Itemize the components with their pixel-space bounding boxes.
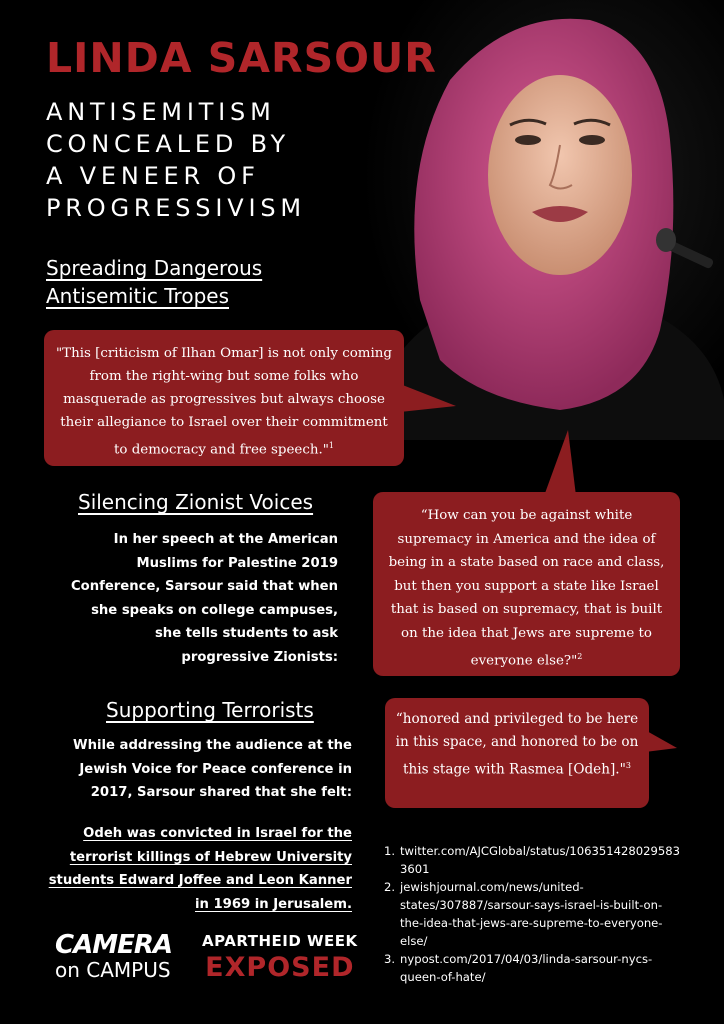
section-heading-silencing: Silencing Zionist Voices [78, 490, 314, 514]
bubble-tail [540, 430, 580, 496]
quote-text: “How can you be against white supremacy in America and the idea of being in a state based on race and class, but then you support a state like Israel that is based on supremacy, that is built on the idea that Jews are supreme to everyone else?" [388, 508, 665, 669]
section-heading-supporting: Supporting Terrorists [106, 698, 314, 722]
quote-bubble-1 [44, 330, 404, 466]
speech-paragraph: In her speech at the American Muslims for Palestine 2019 Conference, Sarsour said that when she speaks on college campuses, she tells students to ask progressive Zionists: [71, 532, 338, 665]
quote-text: “honored and privileged to be here in this space, and honored to be on this stage with Rasmea [Odeh]." [395, 711, 639, 778]
reference-number: 2. [384, 880, 396, 894]
camera-logo [55, 930, 172, 982]
jvp-paragraph: While addressing the audience at the Jewish Voice for Peace conference in 2017, Sarsour shared that she felt: [73, 738, 352, 800]
subtitle [46, 96, 376, 224]
quote-bubble-3 [385, 698, 649, 808]
reference-link[interactable]: jewishjournal.com/news/united-states/307887/sarsour-says-israel-is-built-on-the-idea-that-jews-are-supreme-to-everyone-else/ [400, 880, 663, 948]
section-heading-tropes [46, 254, 262, 310]
reference-item [384, 950, 684, 986]
subtitle-line: CONCEALED BY [46, 130, 290, 158]
quote-bubble-2 [373, 492, 680, 676]
bubble-tail [400, 380, 460, 420]
on-campus-text: on CAMPUS [55, 958, 171, 982]
footnote-ref: 2 [577, 652, 583, 661]
reference-item [384, 878, 684, 950]
reference-link[interactable]: nypost.com/2017/04/03/linda-sarsour-nycs-queen-of-hate/ [400, 952, 653, 984]
reference-link[interactable]: twitter.com/AJCGlobal/status/1063514280295833601 [400, 844, 681, 876]
reference-item [384, 842, 684, 878]
footnote-ref: 3 [625, 761, 631, 770]
subtitle-line: A VENEER OF [46, 162, 260, 190]
camera-logo-text: CAMERA [55, 930, 172, 960]
odeh-paragraph: Odeh was convicted in Israel for the terrorist killings of Hebrew University students Edward Joffee and Leon Kanner in 1969 in Jerusalem. [48, 826, 352, 912]
section-heading-line: Antisemitic Tropes [46, 284, 229, 308]
quote-text: "This [criticism of Ilhan Omar] is not only coming from the right-wing but some folks who masquerade as progressives but always choose their allegiance to Israel over their commitment to democracy and free speech." [56, 346, 392, 458]
page-title: LINDA SARSOUR [46, 34, 437, 82]
bubble-tail [645, 726, 679, 756]
subtitle-line: PROGRESSIVISM [46, 194, 306, 222]
section-heading-line: Spreading Dangerous [46, 256, 263, 280]
reference-number: 3. [384, 952, 396, 966]
footnote-ref: 1 [328, 441, 334, 450]
reference-number: 1. [384, 844, 396, 858]
subtitle-line: ANTISEMITISM [46, 98, 276, 126]
exposed-text: EXPOSED [205, 952, 355, 983]
apartheid-week-logo [202, 932, 358, 983]
references-list [384, 842, 684, 986]
apartheid-week-text: APARTHEID WEEK [202, 932, 358, 950]
